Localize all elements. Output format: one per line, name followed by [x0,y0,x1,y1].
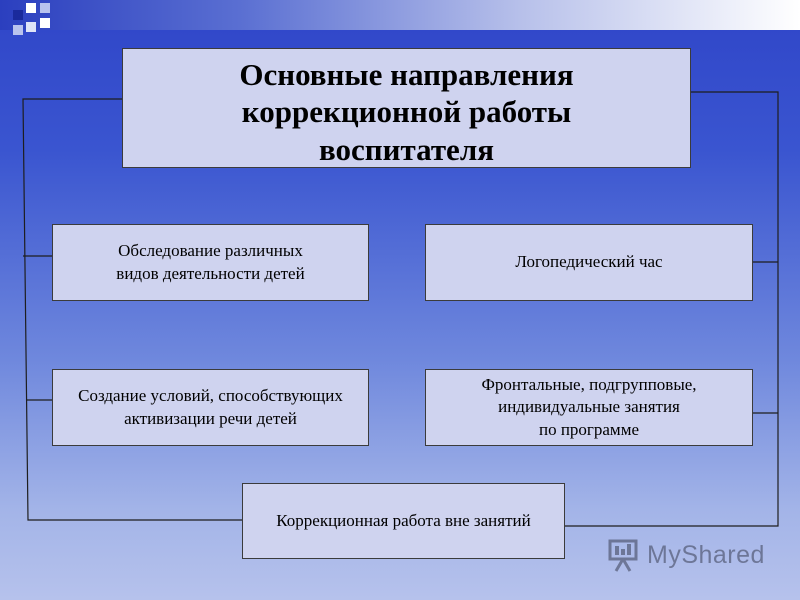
node-label: Фронтальные, подгрупповые, индивидуальные занятия по программе [481,375,697,439]
node-survey [52,224,369,301]
watermark [607,535,765,575]
node-speech-therapy-hour [425,224,753,301]
node-lessons [425,369,753,446]
node-conditions [52,369,369,446]
node-label: Обследование различных видов деятельности детей [116,241,305,283]
node-outside-lessons [242,483,565,559]
presentation-board-icon [607,537,641,573]
node-label: Логопедический час [515,252,663,272]
diagram-title: Основные направления коррекционной работы воспитателя [239,57,574,167]
diagram-title-box [122,48,691,168]
watermark-text: MyShared [647,540,765,569]
node-label: Создание условий, способствующих активизации речи детей [78,386,343,428]
node-label: Коррекционная работа вне занятий [276,510,531,530]
